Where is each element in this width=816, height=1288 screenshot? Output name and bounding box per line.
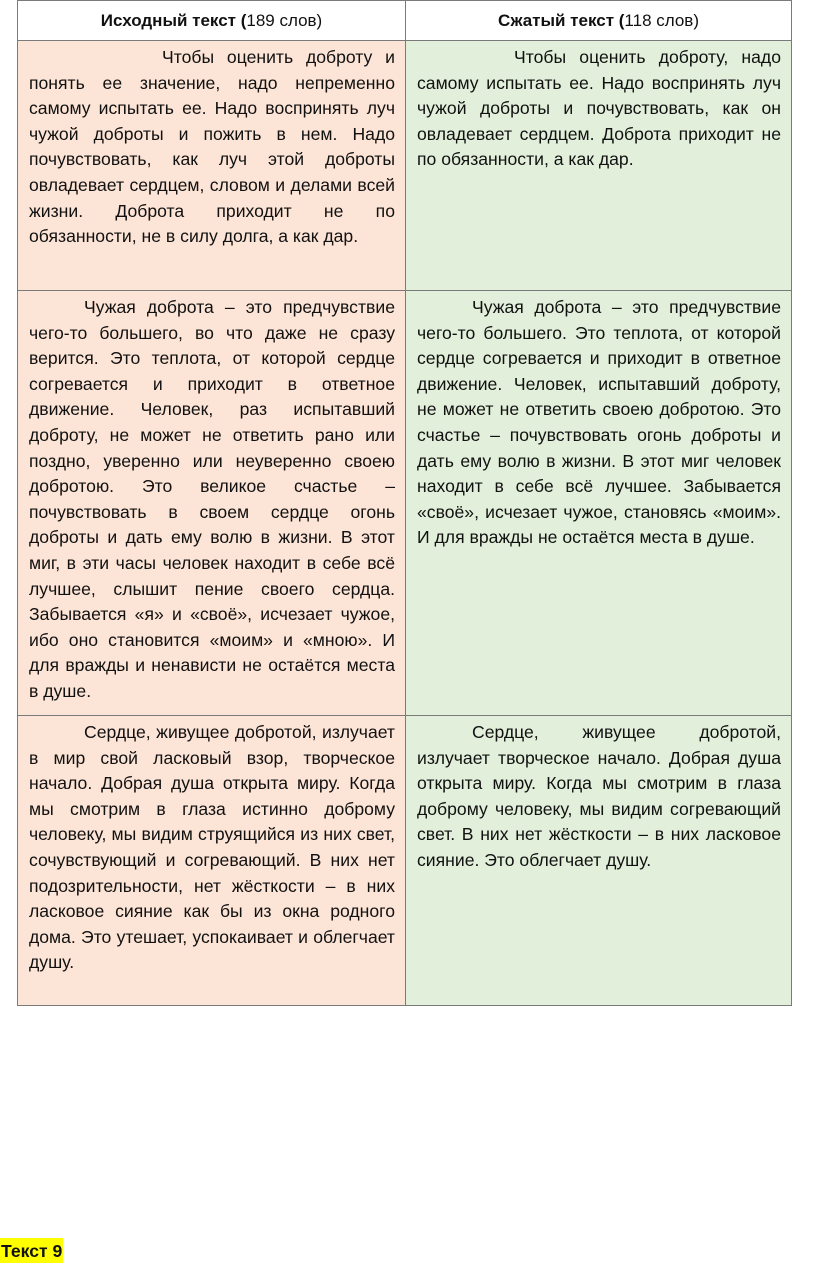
header-compressed [406,1,792,41]
original-cell-3 [18,716,406,1006]
compressed-cell-3 [406,716,792,1006]
original-cell-2 [18,291,406,716]
table-row [18,716,792,1006]
header-original-label: Исходный текст ( [100,10,247,30]
table-row [18,291,792,716]
original-text-3: Сердце, живущее добротой, излучает в мир свой ласковый взор, творческое начало. Добрая душа открыта миру. Когда мы смотрим в глаза истинно доброму человеку, мы видим струящийся из них свет, сочувствующий и согревающий. В них нет подозрительности, нет жёсткости – в них ласковое сияние как бы из окна родного дома. Это утешает, успокаивает и облегчает душу. [29,722,395,973]
original-cell-1 [18,41,406,291]
text-number-label: Текст 9 [0,1238,63,1263]
original-text-2: Чужая доброта – это предчувствие чего-то большего, во что даже не сразу верится. Это теплота, от которой сердце согревается и приходит в ответное движение. Человек, раз испытавший доброту, не может не ответить рано или поздно, уверенно или неуверенно своею добротою. Это великое счастье – почувствовать в своем сердце огонь доброты и дать ему волю в жизни. В этот миг, в эти часы человек находит в себе всё лучшее, слышит пение своего сердца. Забывается «я» и «своё», исчезает чужое, ибо оно становится «моим» и «мною». И для вражды и ненависти не остаётся места в душе. [29,297,395,701]
compressed-cell-1 [406,41,792,291]
header-original-count: 189 слов) [246,10,323,30]
header-compressed-label: Сжатый текст ( [497,10,625,30]
original-text-1: Чтобы оценить доброту и понять ее значение, надо непременно самому испытать ее. Надо воспринять луч чужой доброты и пожить в нем. Надо почувствовать, как луч этой доброты овладевает сердцем, словом и делами всей жизни. Доброта приходит не по обязанности, не в силу долга, а как дар. [29,47,395,247]
header-original [18,1,406,41]
comparison-table [17,0,792,1006]
compressed-text-2: Чужая доброта – это предчувствие чего-то большего. Это теплота, от которой сердце согревается и приходит в ответное движение. Человек, испытавший доброту, не может не ответить своею добротою. Это счастье – почувствовать огонь доброты и дать ему волю в жизни. В этот миг человек находит в себе всё лучшее. Забывается «своё», исчезает чужое, становясь «моим». И для вражды не остаётся места в душе. [417,297,781,548]
header-compressed-count: 118 слов) [624,10,700,30]
table-row [18,41,792,291]
compressed-cell-2 [406,291,792,716]
header-row [18,1,792,41]
compressed-text-1: Чтобы оценить доброту, надо самому испытать ее. Надо воспринять луч чужой доброты и почувствовать, как он овладевает сердцем. Доброта приходит не по обязанности, а как дар. [417,47,781,170]
compressed-text-3: Сердце, живущее добротой, излучает творческое начало. Добрая душа открыта миру. Когда мы смотрим в глаза доброму человеку, мы видим согревающий свет. В них нет жёсткости – в них ласковое сияние. Это облегчает душу. [417,722,781,870]
